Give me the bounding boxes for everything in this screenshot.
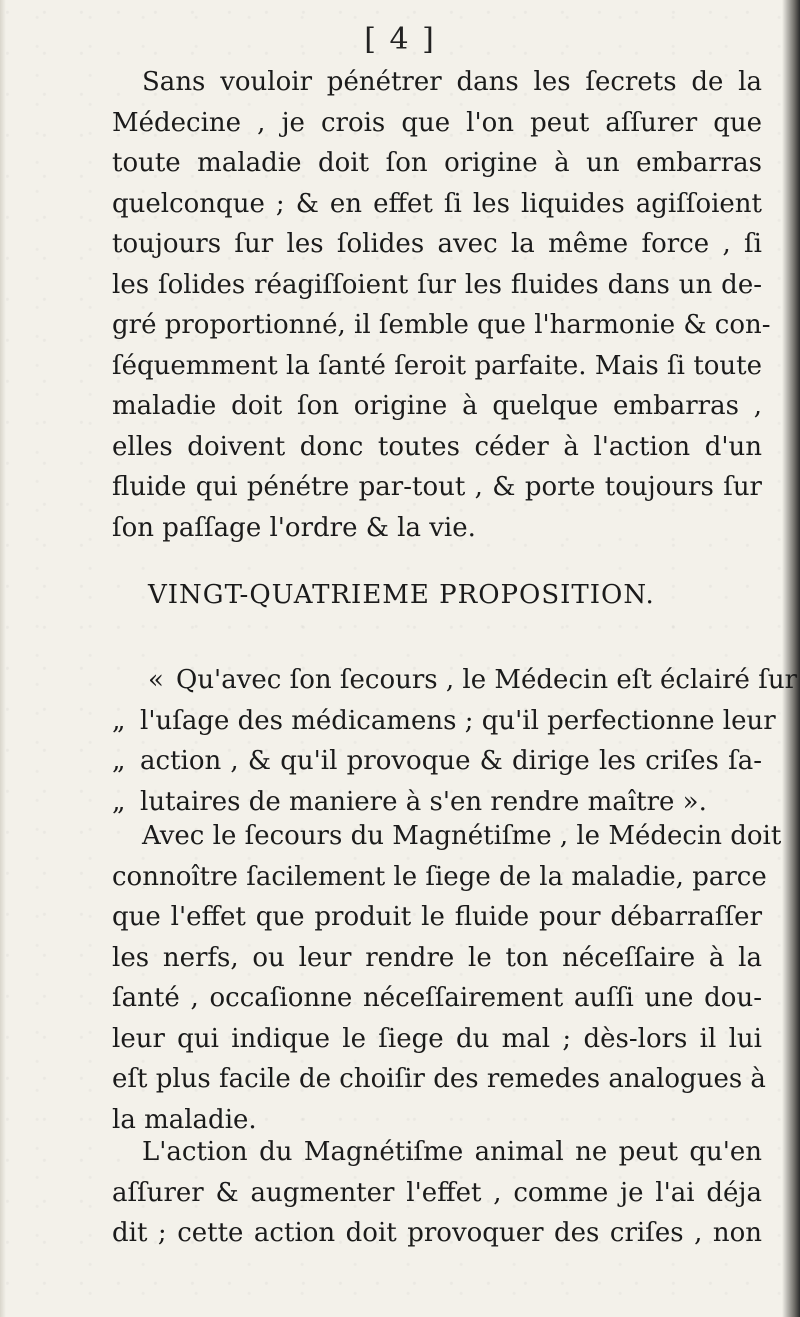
text-line: dit ; cette action doit provoquer des criſes , non bbox=[112, 1218, 762, 1248]
quote-mark: „ bbox=[112, 786, 126, 817]
text-line: elles doivent donc toutes céder à l'action d'un bbox=[112, 431, 762, 462]
text-line: connoître ſacilement le ſiege de la maladie, parce bbox=[112, 861, 767, 892]
quote-mark: « bbox=[148, 665, 164, 695]
page-edge-shadow bbox=[782, 0, 800, 1317]
quote-text: lutaires de maniere à s'en rendre maître ». bbox=[140, 786, 707, 817]
quote-line bbox=[112, 660, 798, 701]
quote-mark: „ bbox=[112, 746, 126, 776]
quote-text: Qu'avec ſon ſecours , le Médecin eſt éclairé ſur bbox=[176, 665, 798, 695]
text-line: la maladie. bbox=[112, 1104, 257, 1135]
text-line: L'action du Magnétiſme animal ne peut qu'en bbox=[142, 1137, 762, 1167]
text-line: eſt plus facile de choiſir des remedes analogues à bbox=[112, 1064, 766, 1094]
text-line: maladie doit ſon origine à quelque embarras , bbox=[112, 391, 762, 421]
page-edge-left bbox=[0, 0, 6, 1317]
text-line: ſon paſſage l'ordre & la vie. bbox=[112, 512, 476, 543]
text-line: Médecine , je crois que l'on peut aſſurer que bbox=[112, 107, 762, 138]
quote-text: action , & qu'il provoque & dirige les criſes ſa- bbox=[140, 746, 762, 776]
text-line: les nerfs, ou leur rendre le ton néceſſaire à la bbox=[112, 942, 762, 973]
text-line: gré proportionné, il ſemble que l'harmonie & con- bbox=[112, 310, 771, 340]
page-number: [ 4 ] bbox=[364, 22, 436, 57]
text-line: Avec le ſecours du Magnétiſme , le Médecin doit bbox=[142, 821, 782, 851]
quote-line bbox=[112, 701, 776, 742]
paragraph-magnetisme bbox=[112, 816, 782, 1140]
paragraph-action bbox=[112, 1132, 762, 1254]
quote-text: l'uſage des médicamens ; qu'il perfectionne leur bbox=[140, 705, 776, 736]
text-line: fluide qui pénétre par-tout , & porte toujours ſur bbox=[112, 472, 762, 502]
quoted-proposition bbox=[112, 660, 798, 822]
text-line: aſſurer & augmenter l'effet , comme je l'ai déja bbox=[112, 1177, 762, 1208]
text-line: ſanté , occaſionne néceſſairement auſſi une dou- bbox=[112, 983, 762, 1013]
section-heading: VINGT-QUATRIEME PROPOSITION. bbox=[148, 580, 655, 610]
quote-line bbox=[112, 741, 762, 782]
text-line: que l'effet que produit le fluide pour débarraſſer bbox=[112, 902, 762, 932]
text-line: ſéquemment la ſanté ſeroit parfaite. Mais ſi toute bbox=[112, 350, 762, 381]
text-line: leur qui indique le ſiege du mal ; dès-lors il lui bbox=[112, 1023, 762, 1054]
text-line: les ſolides réagiſſoient ſur les fluides dans un de- bbox=[112, 269, 762, 300]
quote-mark: „ bbox=[112, 705, 126, 736]
text-line: toujours ſur les ſolides avec la même force , ſi bbox=[112, 229, 762, 259]
paragraph-medecine bbox=[112, 62, 771, 548]
text-line: toute maladie doit ſon origine à un embarras bbox=[112, 148, 762, 178]
text-line: Sans vouloir pénétrer dans les ſecrets de la bbox=[142, 67, 762, 97]
text-line: quelconque ; & en effet ſi les liquides agiſſoient bbox=[112, 188, 762, 219]
